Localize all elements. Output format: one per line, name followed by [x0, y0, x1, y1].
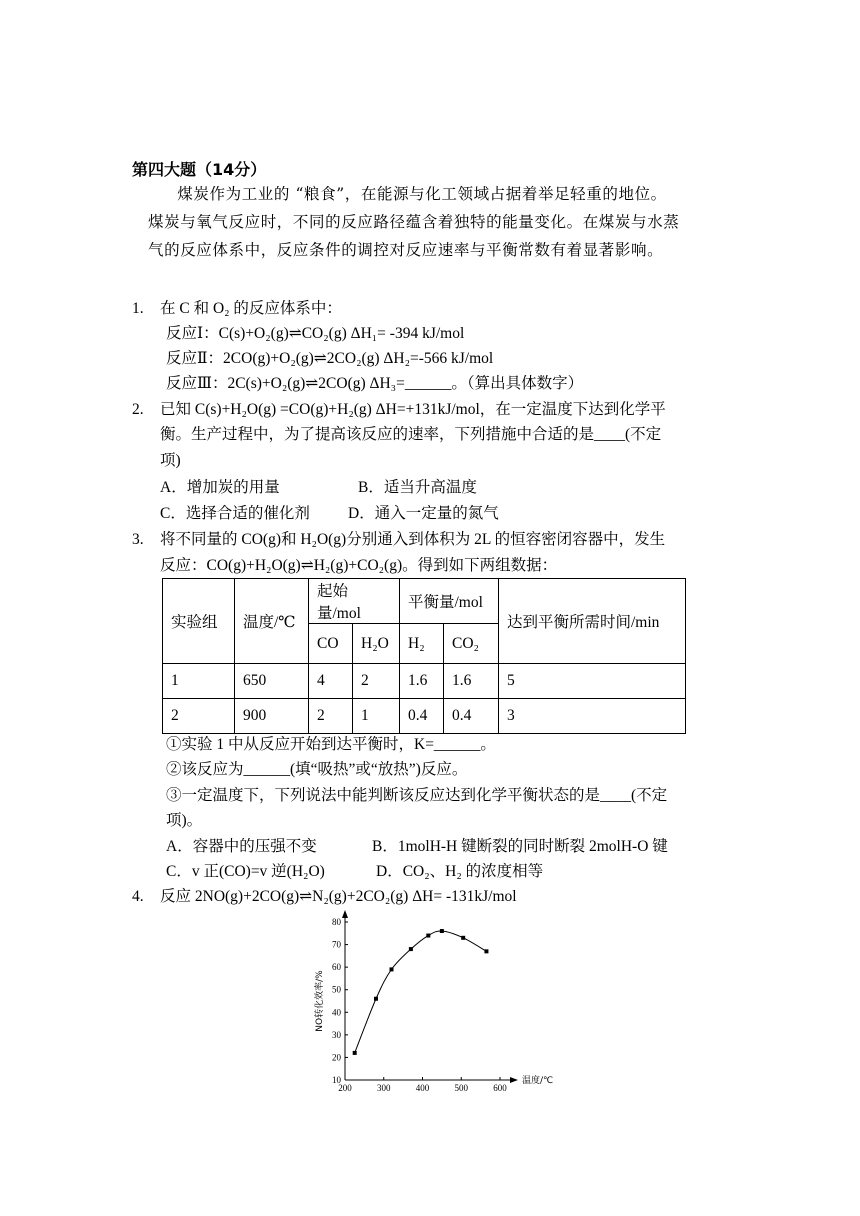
table-cell: 2: [163, 699, 235, 734]
intro-line: 煤炭作为工业的 “粮食”，在能源与化工领域占据着举足轻重的地位。: [177, 185, 667, 203]
q1-reaction-2: 反应Ⅱ：2CO(g)+O₂(g)⇌2CO₂(g) ΔH₂=-566 kJ/mol: [166, 350, 494, 367]
table-cell: 1.6: [444, 664, 499, 699]
q1-reaction-1: 反应Ⅰ：C(s)+O₂(g)⇌CO₂(g) ΔH₁= -394 kJ/mol: [166, 325, 465, 342]
experiment-table: [162, 578, 686, 734]
x-axis-label: 温度/℃: [522, 1076, 554, 1086]
table-cell: 0.4: [444, 699, 499, 734]
data-point: [426, 934, 430, 938]
data-point: [390, 967, 394, 971]
header-co: CO: [309, 624, 353, 664]
data-point: [484, 949, 488, 953]
table-cell: 2: [353, 664, 400, 699]
table-cell: 1.6: [400, 664, 444, 699]
question-number: 4.: [132, 888, 144, 905]
q3-option-d: D．CO₂、H₂ 的浓度相等: [376, 863, 544, 880]
x-tick-label: 400: [415, 1083, 430, 1093]
y-tick-label: 80: [332, 917, 341, 927]
table-row: [163, 699, 686, 734]
q3-subpart-2: ②该反应为______(填“吸热”或“放热”)反应。: [166, 761, 468, 778]
table-cell: 4: [309, 664, 353, 699]
table-cell: 900: [235, 699, 309, 734]
no-conversion-chart: [310, 910, 570, 1100]
q3-subpart-1: ①实验 1 中从反应开始到达平衡时，K=______。: [166, 736, 496, 753]
data-point: [440, 929, 444, 933]
q3-option-b: B．1molH-H 键断裂的同时断裂 2molH-O 键: [372, 838, 668, 855]
y-tick-label: 60: [332, 962, 341, 973]
table-cell: 3: [499, 699, 686, 734]
q2-line: 衡。生产过程中，为了提高该反应的速率，下列措施中合适的是____(不定: [160, 426, 662, 443]
q1-stem: 在 C 和 O₂ 的反应体系中：: [160, 300, 342, 317]
q2-option-a: A．增加炭的用量: [160, 479, 280, 496]
table-cell: 5: [499, 664, 686, 699]
data-point: [409, 947, 413, 951]
header-initial-amount: 起始量/mol: [309, 579, 400, 624]
data-point: [353, 1051, 357, 1055]
q3-option-a: A．容器中的压强不变: [166, 838, 317, 855]
question-number: 3.: [132, 531, 144, 548]
y-tick-label: 50: [332, 984, 341, 995]
header-h2: H₂: [400, 624, 444, 664]
q4-stem: 反应 2NO(g)+2CO(g)⇌N₂(g)+2CO₂(g) ΔH= -131kJ/mol: [160, 888, 517, 905]
q2-option-d: D．通入一定量的氮气: [348, 505, 499, 522]
header-equilibrium-amount: 平衡量/mol: [400, 579, 499, 624]
header-co2: CO₂: [444, 624, 499, 664]
q3-line: 将不同量的 CO(g)和 H₂O(g)分别通入到体积为 2L 的恒容密闭容器中，发生: [160, 531, 666, 548]
q2-line: 已知 C(s)+H₂O(g) =CO(g)+H₂(g) ΔH=+131kJ/mol，在一定温度下达到化学平: [160, 401, 666, 418]
q1-reaction-3: 反应Ⅲ：2C(s)+O₂(g)⇌2CO(g) ΔH₃=______。（算出具体数字）: [166, 375, 584, 392]
y-axis-label: NO转化效率/%: [315, 970, 325, 1032]
x-tick-label: 600: [493, 1083, 507, 1093]
q3-line: 反应：CO(g)+H₂O(g)⇌H₂(g)+CO₂(g)。得到如下两组数据：: [160, 557, 558, 574]
table-cell: 0.4: [400, 699, 444, 734]
series-line: [355, 931, 487, 1053]
question-number: 1.: [132, 300, 144, 317]
q3-option-c: C．v 正(CO)=v 逆(H₂O): [166, 863, 325, 880]
x-tick-label: 500: [454, 1083, 468, 1093]
q2-option-b: B．适当升高温度: [358, 479, 477, 496]
table-cell: 1: [163, 664, 235, 699]
y-tick-label: 20: [332, 1052, 341, 1063]
header-time: 达到平衡所需时间/min: [499, 579, 686, 664]
table-cell: 1: [353, 699, 400, 734]
y-tick-label: 40: [332, 1007, 341, 1018]
q3-subpart-3-cont: 项)。: [166, 812, 203, 829]
y-tick-label: 70: [332, 939, 341, 950]
x-tick-label: 200: [338, 1083, 352, 1093]
x-tick-label: 300: [377, 1083, 391, 1093]
header-group: 实验组: [163, 579, 235, 664]
table-row: [163, 664, 686, 699]
y-axis-arrow: [342, 910, 348, 918]
section-title: 第四大题（14分）: [132, 160, 267, 179]
question-number: 2.: [132, 401, 144, 418]
intro-paragraph: [148, 180, 748, 264]
x-axis-arrow: [510, 1077, 518, 1083]
intro-line: 煤炭与氧气反应时，不同的反应路径蕴含着独特的能量变化。在煤炭与水蒸: [148, 213, 680, 231]
y-tick-label: 10: [332, 1075, 341, 1085]
table-cell: 650: [235, 664, 309, 699]
data-point: [461, 936, 465, 940]
q2-line: 项): [160, 452, 181, 469]
data-point: [374, 997, 378, 1001]
intro-line: 气的反应体系中，反应条件的调控对反应速率与平衡常数有着显著影响。: [148, 241, 664, 259]
header-h2o: H₂O: [353, 624, 400, 664]
q3-subpart-3: ③一定温度下，下列说法中能判断该反应达到化学平衡状态的是____(不定: [166, 787, 668, 804]
q2-option-c: C．选择合适的催化剂: [160, 505, 310, 522]
y-tick-label: 30: [332, 1029, 341, 1040]
header-temperature: 温度/℃: [235, 579, 309, 664]
table-cell: 2: [309, 699, 353, 734]
